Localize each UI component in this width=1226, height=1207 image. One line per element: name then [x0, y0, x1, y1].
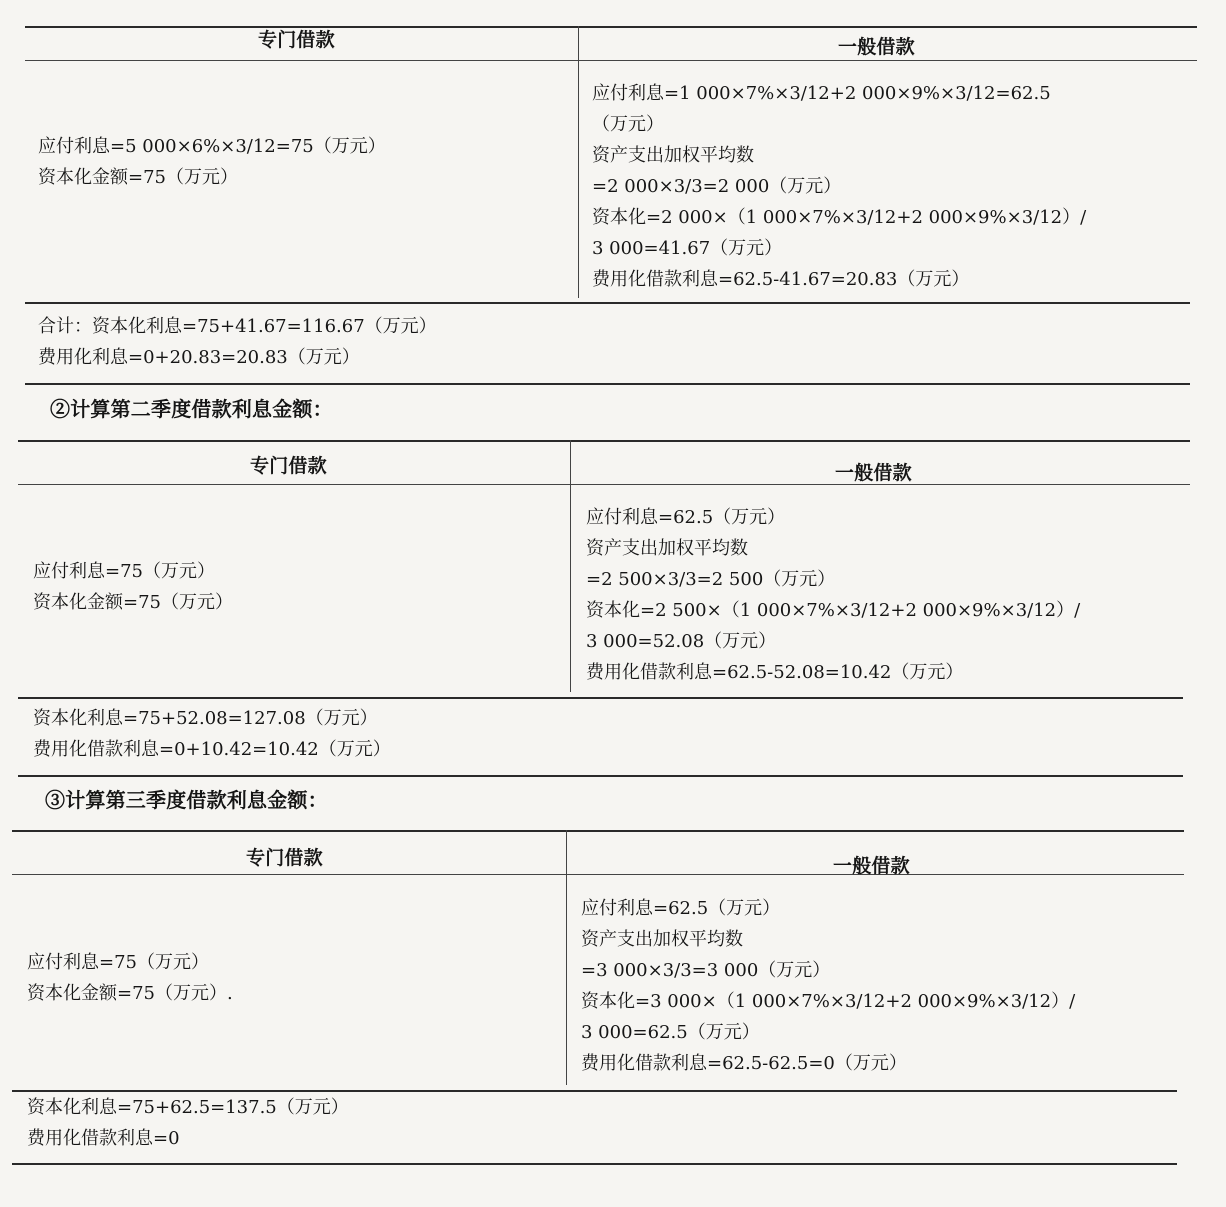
- text-line: 应付利息=5 000×6%×3/12=75（万元）: [38, 136, 386, 157]
- text-line: =2 000×3/3=2 000（万元）: [592, 176, 842, 197]
- text-line: 合计：资本化利息=75+41.67=116.67（万元）: [38, 316, 437, 337]
- text-line: =2 500×3/3=2 500（万元）: [586, 569, 836, 590]
- text-line: 费用化借款利息=62.5-52.08=10.42（万元）: [586, 662, 964, 683]
- text-line: 资本化=2 000×（1 000×7%×3/12+2 000×9%×3/12）/: [592, 207, 1087, 228]
- table3-special-cell: [27, 947, 233, 1009]
- text-line: 资产支出加权平均数: [581, 929, 743, 950]
- table1-column-divider: [578, 26, 579, 298]
- text-line: 费用化利息=0+20.83=20.83（万元）: [38, 347, 360, 368]
- table1-header-special: 专门借款: [258, 29, 335, 51]
- table3-header-special: 专门借款: [246, 847, 323, 869]
- text-line: 费用化借款利息=0+10.42=10.42（万元）: [33, 739, 391, 760]
- table1-header-general: 一般借款: [838, 36, 915, 58]
- table3-totals-cell: [27, 1092, 349, 1154]
- table2-special-cell: [33, 556, 233, 618]
- table3-top-border: [12, 830, 1184, 832]
- table2-general-cell: [586, 502, 1080, 688]
- table2-header-divider: [18, 484, 1190, 485]
- table2-bottom-border: [18, 775, 1183, 777]
- text-line: =3 000×3/3=3 000（万元）: [581, 960, 831, 981]
- text-line: 费用化借款利息=0: [27, 1128, 180, 1149]
- table1-totals-cell: [38, 311, 437, 373]
- text-line: 应付利息=62.5（万元）: [581, 898, 781, 919]
- table2-totals-cell: [33, 703, 391, 765]
- text-line: 资产支出加权平均数: [586, 538, 748, 559]
- section3-title: ③计算第三季度借款利息金额：: [45, 788, 328, 812]
- table1-bottom-border: [25, 383, 1190, 385]
- text-line: 资本化=3 000×（1 000×7%×3/12+2 000×9%×3/12）/: [581, 991, 1076, 1012]
- table3-header-general: 一般借款: [833, 855, 910, 877]
- text-line: 应付利息=62.5（万元）: [586, 507, 786, 528]
- text-line: 应付利息=75（万元）: [33, 561, 215, 582]
- text-line: 资本化金额=75（万元）.: [27, 983, 233, 1004]
- text-line: 3 000=41.67（万元）: [592, 238, 783, 259]
- table3-bottom-border: [12, 1163, 1177, 1165]
- table3-column-divider: [566, 830, 567, 1085]
- text-line: 资产支出加权平均数: [592, 145, 754, 166]
- table1-general-cell: [592, 78, 1086, 295]
- text-line: （万元）: [592, 114, 664, 135]
- text-line: 3 000=62.5（万元）: [581, 1022, 760, 1043]
- text-line: 资本化金额=75（万元）: [33, 592, 233, 613]
- table3-general-cell: [581, 893, 1075, 1079]
- table2-header-general: 一般借款: [835, 462, 912, 484]
- table1-special-cell: [38, 131, 386, 193]
- text-line: 费用化借款利息=62.5-62.5=0（万元）: [581, 1053, 907, 1074]
- text-line: 资本化=2 500×（1 000×7%×3/12+2 000×9%×3/12）/: [586, 600, 1081, 621]
- table1-totals-border: [25, 302, 1190, 304]
- table3-header-divider: [12, 874, 1184, 875]
- text-line: 应付利息=75（万元）: [27, 952, 209, 973]
- text-line: 应付利息=1 000×7%×3/12+2 000×9%×3/12=62.5: [592, 83, 1051, 104]
- table2-totals-border: [18, 697, 1183, 699]
- text-line: 资本化利息=75+52.08=127.08（万元）: [33, 708, 378, 729]
- text-line: 资本化金额=75（万元）: [38, 167, 238, 188]
- text-line: 费用化借款利息=62.5-41.67=20.83（万元）: [592, 269, 970, 290]
- table1-header-divider: [25, 60, 1197, 61]
- text-line: 资本化利息=75+62.5=137.5（万元）: [27, 1097, 349, 1118]
- text-line: 3 000=52.08（万元）: [586, 631, 777, 652]
- section2-title: ②计算第二季度借款利息金额：: [50, 397, 333, 421]
- table1-top-border: [25, 26, 1197, 28]
- table2-top-border: [18, 440, 1190, 442]
- table2-header-special: 专门借款: [250, 455, 327, 477]
- table2-column-divider: [570, 440, 571, 692]
